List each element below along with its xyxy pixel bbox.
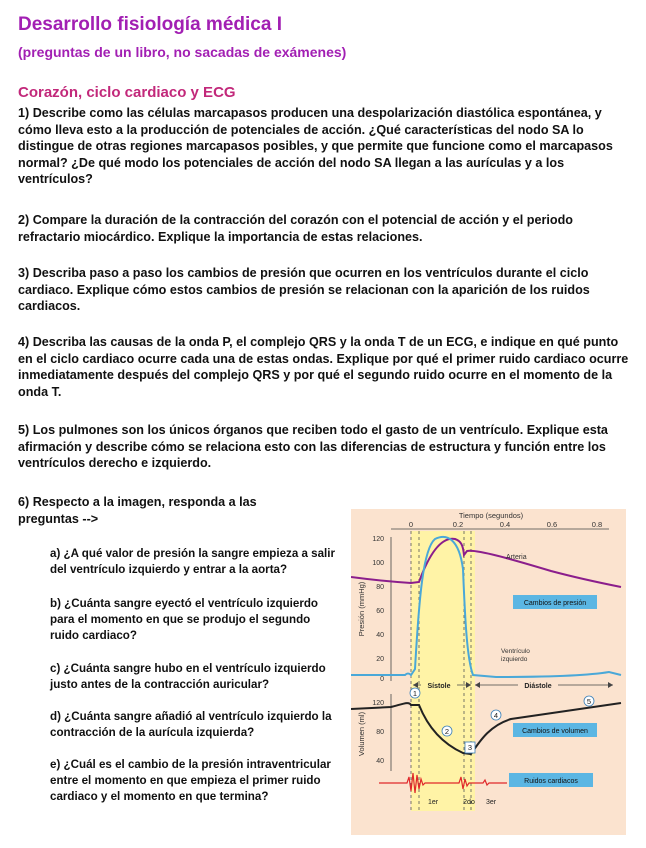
- volume-tick: 80: [376, 729, 384, 736]
- cardiac-cycle-figure: [351, 509, 626, 835]
- question-6c: [18, 661, 340, 693]
- time-tick: 0.6: [546, 520, 558, 529]
- phase-number: 5: [586, 697, 592, 706]
- phase-number: 4: [493, 711, 499, 720]
- pressure-ticks: [372, 536, 384, 683]
- pressure-axis-label: Presión (mmHg): [357, 581, 366, 637]
- phase-number: 2: [444, 727, 450, 736]
- question-1: 1) Describe como las células marcapasos producen una despolarización diastólica espontánea, y cómo lleva esto a la producción de potenciales de acción. ¿Qué características del nodo SA lo distingue de otras regiones marcapasos posibles, y que permite que funcione como el marcapasos normal? ¿De qué modo los potenciales de acción del nodo SA llegan a las aurículas y a los ventrículos?: [18, 106, 613, 187]
- page-subtitle: (preguntas de un libro, no sacadas de exámenes): [18, 44, 347, 60]
- question-6e: [18, 757, 340, 805]
- question-4: 4) Describa las causas de la onda P, el complejo QRS y la onda T de un ECG, e indique en qué punto en el ciclo cardiaco ocurre cada una de estas ondas. Explique por qué el primer ruido cardiaco ocurre inmediatamente después del complejo QRS y por qué el segundo ruido ocurre en el momento de la onda T.: [18, 335, 629, 399]
- arterial-pressure-curve: [351, 539, 621, 587]
- pressure-tick: 20: [376, 656, 384, 663]
- ventricle-label-1: Ventrículo: [501, 648, 530, 655]
- pressure-tick: 80: [376, 584, 384, 591]
- pressure-tick: 0: [380, 676, 384, 683]
- sistole-label: Sístole: [427, 683, 451, 690]
- volume-changes-label: Cambios de volumen: [522, 728, 588, 735]
- question-6c-text: c) ¿Cuánta sangre hubo en el ventrículo izquierdo justo antes de la contracción auricular?: [50, 662, 326, 691]
- time-ticks: [409, 520, 602, 529]
- systole-band: [411, 531, 475, 811]
- phase-number: 1: [412, 689, 418, 698]
- pressure-tick: 60: [376, 608, 384, 615]
- volume-ticks: [372, 700, 384, 765]
- time-tick: 0.8: [591, 520, 603, 529]
- page-title: Desarrollo fisiología médica I: [18, 14, 282, 35]
- phase-number: 3: [467, 743, 473, 752]
- question-5: 5) Los pulmones son los únicos órganos que reciben todo el gasto de un ventrículo. Explique esta afirmación y describe cómo se relaciona esto con las diferencias de estructura y función entre los ventrículos derecho e izquierdo.: [18, 423, 608, 471]
- question-6d-text: d) ¿Cuánta sangre añadió al ventrículo izquierdo la contracción de la aurícula izquierda?: [50, 710, 332, 739]
- volume-tick: 120: [372, 700, 384, 707]
- section-heading: Corazón, ciclo cardiaco y ECG: [18, 84, 236, 101]
- arteria-label: Arteria: [506, 554, 527, 561]
- heart-sounds-label: Ruidos cardiacos: [524, 778, 578, 785]
- diastole-label: Diástole: [524, 683, 552, 690]
- time-tick: 0.2: [452, 520, 464, 529]
- pressure-tick: 120: [372, 536, 384, 543]
- question-6a: [18, 546, 340, 578]
- volume-tick: 40: [376, 758, 384, 765]
- question-2: 2) Compare la duración de la contracción del corazón con el potencial de acción y el periodo refractario miocárdico. Explique la importancia de estas relaciones.: [18, 213, 573, 244]
- pressure-tick: 100: [372, 560, 384, 567]
- pressure-changes-label: Cambios de presión: [523, 600, 587, 607]
- question-6-intro: 6) Respecto a la imagen, responda a las preguntas -->: [18, 495, 257, 526]
- question-6a-text: a) ¿A qué valor de presión la sangre empieza a salir del ventrículo izquierdo y entrar a la aorta?: [50, 547, 336, 576]
- sound-label-second: 2do: [463, 799, 475, 806]
- question-3: 3) Describa paso a paso los cambios de presión que ocurren en los ventrículos durante el ciclo cardiaco. Explique cómo estos cambios de presión se relacionan con la aparición de los ruidos cardiacos.: [18, 266, 590, 314]
- sound-label-first: 1er: [427, 799, 439, 806]
- time-axis-label: Tiempo (segundos): [458, 511, 524, 520]
- question-6d: [18, 709, 340, 741]
- time-tick: 0.4: [499, 520, 511, 529]
- volume-axis-label: Volumen (ml): [357, 711, 366, 757]
- sound-label-third: 3er: [485, 799, 497, 806]
- pressure-tick: 40: [376, 632, 384, 639]
- question-6b-text: b) ¿Cuánta sangre eyectó el ventrículo izquierdo para el momento en que se produjo el segundo ruido cardiaco?: [50, 597, 318, 642]
- time-tick: 0: [408, 520, 414, 529]
- cardiac-cycle-diagram: [351, 509, 626, 835]
- question-6e-text: e) ¿Cuál es el cambio de la presión intraventricular entre el momento en que empieza el primer ruido cardiaco y el momento en que termina?: [50, 758, 331, 803]
- question-6b: [18, 596, 340, 644]
- ventricle-label-2: izquierdo: [501, 656, 528, 663]
